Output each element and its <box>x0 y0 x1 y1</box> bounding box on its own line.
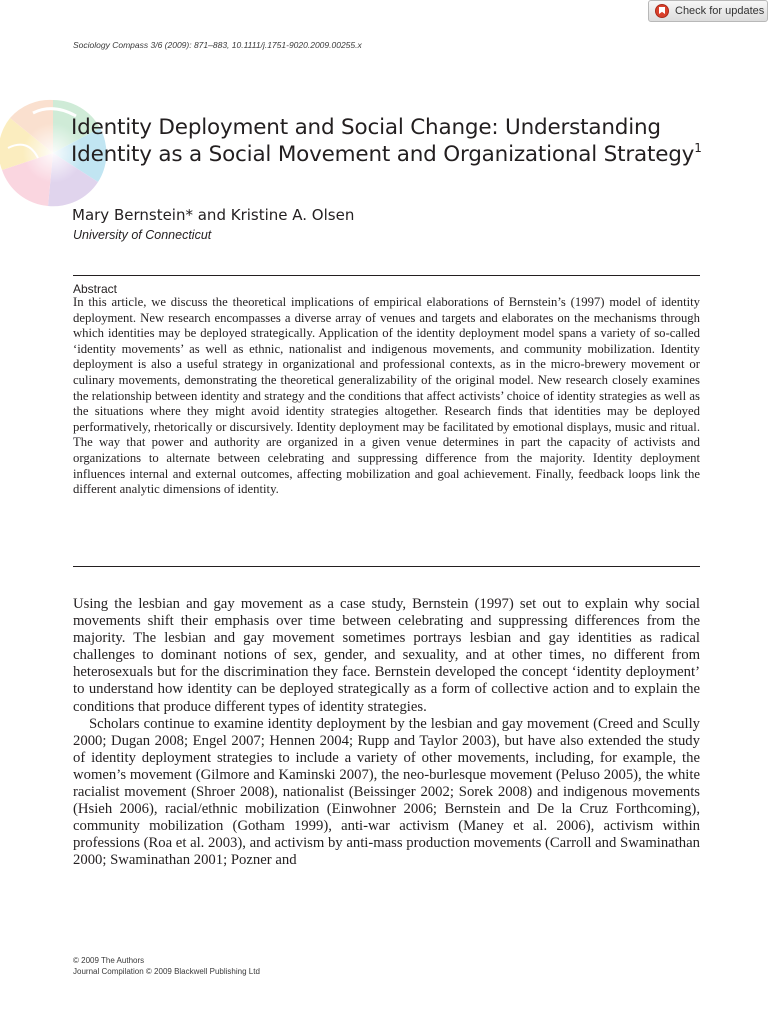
article-authors: Mary Bernstein* and Kristine A. Olsen <box>72 206 355 224</box>
author-affiliation: University of Connecticut <box>73 228 212 242</box>
crossmark-bookmark-icon <box>655 4 669 18</box>
copyright-footer <box>73 955 260 977</box>
abstract-top-rule <box>73 275 700 276</box>
abstract-text: In this article, we discuss the theoretical implications of empirical elaborations of Bernstein’s (1997) model of identity deployment. New research encompasses a diverse array of venues and targets and elaborates on the mechanisms through which identities may be deployed strategically. Application of the identity deployment model spans a variety of so-called ‘identity movements’ as well as ethnic, nationalist and indigenous movements, and community mobilization. Identity deployment is also a useful strategy in organizational and professional contexts, as in the micro-brewery movement or culinary movements, demonstrating the theoretical generalizability of the original model. New research closely examines the relationship between identity and strategy and the conditions that affect activists’ choice of identity strategies as well as the situations where they might avoid identity strategies altogether. Research finds that identities may be deployed performatively, rhetorically or discursively. Identity deployment may be facilitated by emotional displays, music and ritual. The way that power and authority are organized in a given venue determines in part the capacity of activists and organizations to alternate between celebrating and suppressing difference from the majority. Identity deployment influences internal and external outcomes, affecting mobilization and goal achievement. Finally, feedback loops link the different analytic dimensions of identity. <box>73 295 700 497</box>
abstract-bottom-rule <box>73 566 700 567</box>
body-paragraph-1: Using the lesbian and gay movement as a case study, Bernstein (1997) set out to explain why social movements shift their emphasis over time between celebrating and suppressing differences from the majority. The lesbian and gay movement sometimes portrays lesbian and gay identities as radical challenges to dominant notions of sex, gender, and sexuality, and at other times, no different from heterosexuals but for the discrimination they face. Bernstein developed the concept ‘identity deployment’ to understand how identity can be deployed strategically as a form of collective action and to explain the conditions that produce different types of identity strategies. <box>73 596 700 715</box>
footer-copyright-authors: © 2009 The Authors <box>73 956 145 965</box>
article-title <box>71 114 711 168</box>
journal-citation: Sociology Compass 3/6 (2009): 871–883, 10.1111/j.1751-9020.2009.00255.x <box>73 40 362 50</box>
title-text: Identity Deployment and Social Change: Understanding Identity as a Social Movement and Organizational Strategy <box>71 115 695 167</box>
title-footnote-marker[interactable]: 1 <box>694 141 702 155</box>
check-for-updates-label: Check for updates <box>675 5 765 17</box>
body-paragraph-2: Scholars continue to examine identity deployment by the lesbian and gay movement (Creed and Scully 2000; Dugan 2008; Engel 2007; Hennen 2004; Rupp and Taylor 2003), but have also extended the study of identity deployment strategies to include a variety of other movements, including, for example, the women’s movement (Gilmore and Kaminski 2007), the neo-burlesque movement (Peluso 2005), the white racialist movement (Shroer 2008), nationalist (Beissinger 2002; Sorek 2008) and indigenous movements (Hsieh 2006), racial/ethnic mobilization (Einwohner 2006; Bernstein and De la Cruz Forthcoming), community mobilization (Gotham 1999), anti-war activism (Maney et al. 2006), activism within professions (Roa et al. 2003), and activism by anti-mass production movements (Carroll and Swaminathan 2000; Swaminathan 2001; Pozner and <box>73 715 700 869</box>
check-for-updates-button[interactable] <box>648 0 768 22</box>
abstract-heading: Abstract <box>73 282 118 296</box>
article-body <box>73 596 700 870</box>
footer-journal-compilation: Journal Compilation © 2009 Blackwell Publishing Ltd <box>73 967 260 976</box>
